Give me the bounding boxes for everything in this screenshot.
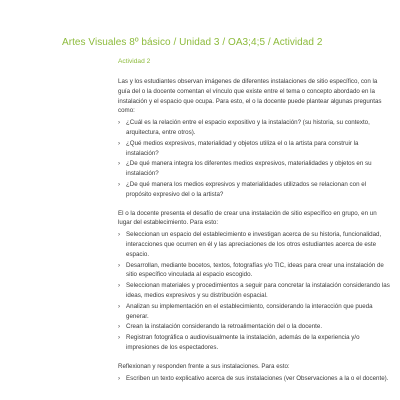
reflection-item-text: Escriben un texto explicativo acerca de sus instalaciones (ver Observaciones a la o el docente).	[126, 374, 389, 382]
bullet-icon: ›	[118, 323, 121, 331]
question-item-text: ¿Qué medios expresivos, materialidad y objetos utiliza el o la artista para construir la instalación?	[126, 139, 359, 157]
step-item-text: Seleccionan un espacio del establecimiento e investigan acerca de su historia, funcionalidad, interacciones que ocurren en él y las apreciaciones de los otros estudiantes acerca de este espacio.	[126, 231, 382, 258]
question-item	[118, 159, 390, 179]
bullet-icon: ›	[118, 180, 121, 188]
bullet-icon: ›	[118, 119, 121, 127]
question-item-text: ¿Cuál es la relación entre el espacio expositivo y la instalación? (su historia, su contexto, arquitectura, entre otros).	[126, 119, 370, 136]
step-item	[118, 302, 390, 322]
activity-label: Actividad 2	[118, 58, 151, 65]
step-item	[118, 261, 390, 281]
bullet-icon: ›	[118, 334, 121, 342]
reflection-list	[118, 374, 390, 384]
question-item	[118, 180, 390, 200]
page-title: Artes Visuales 8º básico / Unidad 3 / OA3;4;5 / Actividad 2	[62, 37, 323, 48]
steps-list	[118, 230, 390, 353]
bullet-icon: ›	[118, 282, 121, 290]
question-item-text: ¿De qué manera integra los diferentes medios expresivos, materialidades y objetos en su instalación?	[126, 160, 372, 178]
step-item	[118, 322, 390, 332]
reflection-paragraph: Reflexionan y responden frente a sus instalaciones. Para esto:	[118, 362, 290, 370]
bullet-icon: ›	[118, 261, 121, 269]
bullet-icon: ›	[118, 231, 121, 239]
step-item	[118, 281, 390, 301]
bullet-icon: ›	[118, 374, 121, 382]
step-item-text: Analizan su implementación en el establecimiento, considerando la interacción que pueda generar.	[126, 302, 373, 320]
questions-list	[118, 118, 390, 199]
reflection-item	[118, 374, 390, 384]
step-item	[118, 230, 390, 259]
step-item-text: Desarrollan, mediante bocetos, textos, fotografías y/o TIC, ideas para crear una instalación de sitio específico vinculada al espacio escogido.	[126, 261, 384, 279]
step-item-text: Registran fotográfica o audiovisualmente la instalación, además de la experiencia y/o impresiones de los espectadores.	[126, 334, 360, 351]
bullet-icon: ›	[118, 302, 121, 310]
bullet-icon: ›	[118, 139, 121, 147]
question-item	[118, 118, 390, 138]
challenge-paragraph: El o la docente presenta el desafío de crear una instalación de sitio específico en grupo, en un lugar del establecimiento. Para esto:	[118, 209, 377, 227]
intro-paragraph: Las y los estudiantes observan imágenes de diferentes instalaciones de sitio específico, con la guía del o la docente comentan el vínculo que existe entre el tema o concepto abordado en la instalación y el espacio que ocupa. Para esto, el o la docente puede plantear algunas preguntas como:	[118, 78, 382, 115]
question-item	[118, 139, 390, 159]
step-item-text: Seleccionan materiales y procedimientos a seguir para concretar la instalación considerando las ideas, medios expresivos y su distribución espacial.	[126, 282, 390, 299]
step-item-text: Crean la instalación considerando la retroalimentación del o la docente.	[126, 323, 323, 331]
question-item-text: ¿De qué manera los medios expresivos y materialidades utilizados se relacionan con el propósito expresivo del o la artista?	[126, 180, 367, 198]
document-body	[118, 56, 390, 384]
bullet-icon: ›	[118, 160, 121, 168]
step-item	[118, 333, 390, 353]
